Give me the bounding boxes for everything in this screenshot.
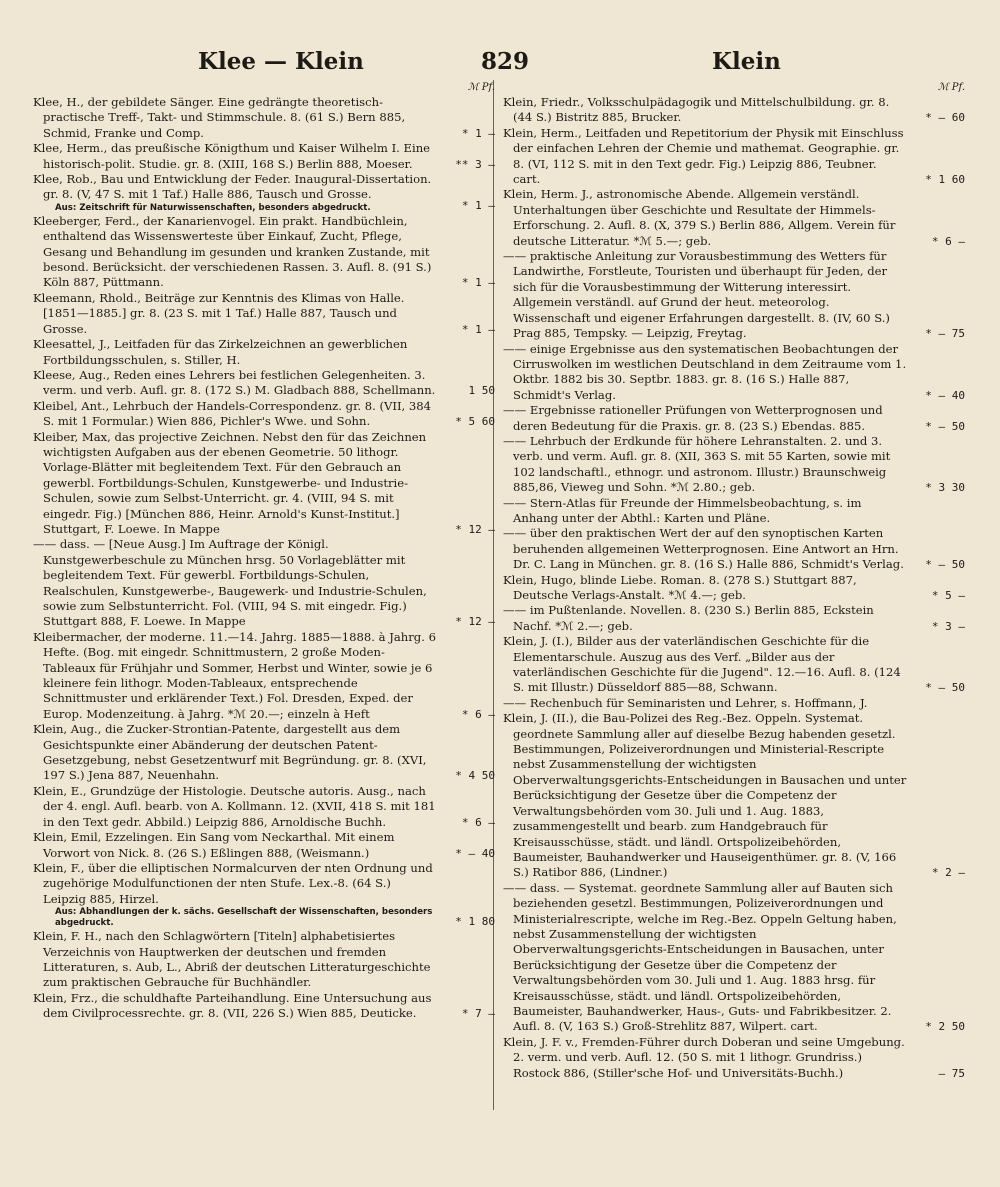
catalog-entry	[33, 430, 495, 538]
entry-price: * 4 50	[455, 769, 495, 783]
catalog-entry	[33, 214, 495, 291]
page-number: 829	[481, 48, 530, 75]
catalog-entry	[503, 434, 965, 496]
entry-price: — 75	[938, 1066, 965, 1080]
entry-price: * 2 50	[925, 1020, 965, 1034]
catalog-entry	[503, 711, 965, 880]
entry-price: * 6 —	[461, 815, 495, 829]
entry-price: * 12 —	[455, 522, 495, 536]
header-left-title: Klee — Klein	[198, 48, 364, 75]
catalog-entry	[33, 537, 495, 629]
entry-price: * 2 —	[931, 866, 965, 880]
entry-text: Klein, Herm., Leitfaden und Repetitorium der Physik mit Einschluss der einfachen Lehren der Chemie und mathemat. Geographie. gr. 8. (VI, 112 S. mit in den Text gedr. Fig.) Leipzig 886, Teubner. cart.	[503, 125, 904, 187]
entry-price: * — 60	[925, 111, 965, 125]
entry-text: Klein, Herm. J., astronomische Abende. Allgemein verständl. Unterhaltungen über Geschichte und Resultate der Himmels-Erforschung. 2. Aufl. 8. (X, 379 S.) Berlin 886, Allgem. Verein für deutsche Litteratur. *ℳ 5.—; geb.	[503, 187, 896, 248]
catalog-entry	[503, 696, 965, 711]
entry-text: —— im Pußtenlande. Novellen. 8. (230 S.) Berlin 885, Eckstein Nachf. *ℳ 2.—; geb.	[503, 603, 874, 633]
entry-text: Klein, F. H., nach den Schlagwörtern [Titeln] alphabetisiertes Verzeichnis von Hauptwerken der deutschen und fremden Litteraturen, s. Aub, L., Abriß der deutschen Litteraturgeschichte zum praktischen Gebrauche für Buchhändler.	[33, 929, 431, 990]
entry-price: * — 50	[925, 419, 965, 433]
catalog-entry	[33, 784, 495, 830]
entry-price: * 5 60	[455, 415, 495, 429]
left-column-head	[33, 80, 495, 95]
entry-text: Klein, F., über die elliptischen Normalcurven der nten Ordnung und zugehörige Modulfunctionen der nten Stufe. Lex.-8. (64 S.) Leipzig 885, Hirzel.	[33, 860, 433, 906]
currency-heading: ℳ Pf.	[467, 82, 495, 93]
entry-text: Klee, Herm., das preußische Königthum und Kaiser Wilhelm I. Eine historisch-polit. Studie. gr. 8. (XIII, 168 S.) Berlin 888, Moeser.	[33, 141, 431, 171]
entry-price: * — 50	[925, 681, 965, 695]
catalog-entry	[33, 337, 495, 368]
catalog-entry	[33, 95, 495, 141]
entry-price: * 1 60	[925, 173, 965, 187]
entry-text: Kleibermacher, der moderne. 11.—14. Jahrg. 1885—1888. à Jahrg. 6 Hefte. (Bog. mit eingedr. Schnittmustern, 2 große Moden-Tableaux für Frühjahr und Sommer, Herbst und Winter, sowie je 6 kleinere fein lithogr. Moden-Tableaux, entsprechende Schnittmuster und erklärender Text.) Fol. Dresden, Exped. der Europ. Modenzeitung. à Jahrg. *ℳ 20.—; einzeln à Heft	[33, 629, 436, 721]
entry-note: Aus: Abhandlungen der k. sächs. Gesellschaft der Wissenschaften, besonders abgedruckt.	[55, 907, 433, 929]
entry-price: * — 40	[455, 846, 495, 860]
page-header	[0, 48, 1000, 82]
entry-text: Klein, J. (II.), die Bau-Polizei des Reg.-Bez. Oppeln. Systemat. geordnete Sammlung aller auf dieselbe Bezug habenden gesetzl. Bestimmungen, Polizeiverordnungen und Ministerial-Rescripte nebst Zusammenstellung der wichtigsten Oberverwaltungsgerichts-Entscheidungen in Bausachen und unter Berücksichtigung der Gesetze über die Competenz der Verwaltungsbehörden vom 30. Juli und 1. Aug. 1883, zusammengestellt und bearb. zum Handgebrauch für Kreisausschüsse, städt. und ländl. Ortspolizeibehörden, Baumeister, Bauhandwerker und Hauseigenthümer. gr. 8. (V, 166 S.) Ratibor 886, (Lindner.)	[503, 711, 907, 880]
entry-text: Klein, Emil, Ezzelingen. Ein Sang vom Neckarthal. Mit einem Vorwort von Nick. 8. (26 S.) Eßlingen 888, (Weismann.)	[33, 830, 395, 860]
entry-price: * 6 —	[461, 707, 495, 721]
entry-text: —— dass. — Systemat. geordnete Sammlung aller auf Bauten sich beziehenden gesetzl. Bestimmungen, Polizeiverordnungen und Ministerialrescripte, welche im Reg.-Bez. Oppeln Geltung haben, nebst Zusammenstellung der wichtigsten Oberverwaltungsgerichts-Entscheidungen in Bausachen, unter Berücksichtigung der Gesetze über die Competenz der Verwaltungsbehörden vom 30. Juli und 1. Aug. 1883 hrsg. für Kreisausschüsse, städt. und ländl. Ortspolizeibehörden, Baumeister, Bauhandwerker, Haus-, Guts- und Fabrikbesitzer. 2. Aufl. 8. (V, 163 S.) Groß-Strehlitz 887, Wilpert. cart.	[503, 880, 897, 1034]
catalog-entry	[503, 496, 965, 527]
catalog-entry	[33, 630, 495, 722]
entry-price: * 1 —	[461, 322, 495, 336]
right-column	[503, 80, 965, 1081]
catalog-entry	[33, 291, 495, 337]
catalog-entry	[503, 95, 965, 126]
header-right-title: Klein	[712, 48, 781, 75]
catalog-entry	[33, 368, 495, 399]
entry-text: Klein, Friedr., Volksschulpädagogik und Mittelschulbildung. gr. 8. (44 S.) Bistritz 885, Brucker.	[503, 95, 890, 125]
entry-price: * 1 —	[461, 199, 495, 213]
entry-text: Kleemann, Rhold., Beiträge zur Kenntnis des Klimas von Halle. [1851—1885.] gr. 8. (23 S. mit 1 Taf.) Halle 887, Tausch und Grosse.	[33, 290, 405, 336]
entry-text: —— Ergebnisse rationeller Prüfungen von Wetterprognosen und deren Bedeutung für die Praxis. gr. 8. (23 S.) Ebendas. 885.	[503, 403, 883, 433]
entry-price: * — 75	[925, 327, 965, 341]
entry-text: —— einige Ergebnisse aus den systematischen Beobachtungen der Cirruswolken im westlichen Deutschland in dem Zeitraume vom 1. Oktbr. 1882 bis 30. Septbr. 1883. gr. 8. (16 S.) Halle 887, Schmidt's Verlag.	[503, 341, 907, 402]
entry-price: * — 40	[925, 388, 965, 402]
entry-text: Klein, J. (I.), Bilder aus der vaterländischen Geschichte für die Elementarschule. Auszug aus des Verf. „Bilder aus der vaterländischen Geschichte für die Jugend". 12.—16. Aufl. 8. (124 S. mit Illustr.) Düsseldorf 885—88, Schwann.	[503, 634, 901, 695]
catalog-entry	[33, 141, 495, 172]
entry-text: Kleesattel, J., Leitfaden für das Zirkelzeichnen an gewerblichen Fortbildungsschulen, s. Stiller, H.	[33, 337, 408, 367]
entry-text: Klein, Hugo, blinde Liebe. Roman. 8. (278 S.) Stuttgart 887, Deutsche Verlags-Anstalt. *ℳ 4.—; geb.	[503, 572, 857, 602]
entry-price: 1 50	[468, 384, 495, 398]
catalog-entry	[503, 187, 965, 249]
entry-text: Klein, Frz., die schuldhafte Parteihandlung. Eine Untersuchung aus dem Civilprocessrechte. gr. 8. (VII, 226 S.) Wien 885, Deuticke.	[33, 990, 432, 1021]
entry-text: —— über den praktischen Wert der auf den synoptischen Karten beruhenden allgemeinen Wetterprognosen. Eine Antwort an Hrn. Dr. C. Lang in München. gr. 8. (16 S.) Halle 886, Schmidt's Verlag.	[503, 526, 904, 572]
catalog-entry	[33, 861, 495, 929]
entry-text: Klein, J. F. v., Fremden-Führer durch Doberan und seine Umgebung. 2. verm. und verb. Aufl. 12. (50 S. mit 1 lithogr. Grundriss.) Rostock 886, (Stiller'sche Hof- und Universitäts-Buchh.)	[503, 1034, 905, 1080]
entry-price: * — 50	[925, 558, 965, 572]
catalog-entry	[33, 172, 495, 214]
entry-text: —— Rechenbuch für Seminaristen und Lehrer, s. Hoffmann, J.	[503, 695, 868, 710]
entry-price: * 3 30	[925, 481, 965, 495]
entry-price: ** 3 —	[455, 157, 495, 171]
catalog-entry	[503, 603, 965, 634]
catalog-entry	[503, 526, 965, 572]
catalog-entry	[33, 399, 495, 430]
catalog-entry	[33, 929, 495, 991]
entry-text: Kleiber, Max, das projective Zeichnen. Nebst den für das Zeichnen wichtigsten Aufgaben aus der ebenen Geometrie. 50 lithogr. Vorlage-Blätter mit begleitendem Text. Für den Gebrauch an gewerbl. Fortbildungs-Schulen, Kunstgewerbe- und Industrie-Schulen, sowie zum Selbst-Unterricht. gr. 4. (VIII, 94 S. mit eingedr. Fig.) [München 886, Heinr. Arnold's Kunst-Institut.] Stuttgart, F. Loewe. In Mappe	[33, 429, 427, 536]
entry-text: Klein, Aug., die Zucker-Strontian-Patente, dargestellt aus dem Gesichtspunkte einer Abänderung der deutschen Patent-Gesetzgebung, nebst Gesetzentwurf mit Begründung. gr. 8. (XVI, 197 S.) Jena 887, Neuenhahn.	[33, 722, 427, 783]
left-column	[33, 80, 495, 1022]
entry-text: —— Lehrbuch der Erdkunde für höhere Lehranstalten. 2. und 3. verb. und verm. Aufl. gr. 8. (XII, 363 S. mit 55 Karten, sowie mit 102 landschaftl., ethnogr. und astronom. Illustr.) Braunschweig 885,86, Vieweg und Sohn. *ℳ 2.80.; geb.	[503, 433, 891, 495]
entry-price: * 1 80	[455, 914, 495, 928]
entry-price: * 12 —	[455, 615, 495, 629]
catalog-entry	[503, 249, 965, 341]
catalog-entry	[503, 1035, 965, 1081]
catalog-entry	[503, 634, 965, 696]
entry-price: * 5 —	[931, 589, 965, 602]
catalog-entry	[503, 573, 965, 604]
entry-text: Kleese, Aug., Reden eines Lehrers bei festlichen Gelegenheiten. 3. verm. und verb. Aufl. gr. 8. (172 S.) M. Gladbach 888, Schellmann.	[33, 367, 436, 398]
entry-price: * 7 —	[461, 1007, 495, 1021]
catalog-entry	[503, 342, 965, 404]
catalog-entry	[33, 722, 495, 784]
catalog-entry	[33, 830, 495, 861]
entry-text: Klee, Rob., Bau und Entwicklung der Feder. Inaugural-Dissertation. gr. 8. (V, 47 S. mit 1 Taf.) Halle 886, Tausch und Grosse.	[33, 172, 432, 202]
entry-text: —— dass. — [Neue Ausg.] Im Auftrage der Königl. Kunstgewerbeschule zu München hrsg. 50 Vorlageblätter mit begleitendem Text. Für gewerbl. Fortbildungs-Schulen, Realschulen, Kunstgewerbe-, Baugewerk- und Industrie-Schulen, sowie zum Selbstunterricht. Fol. (VIII, 94 S. mit eingedr. Fig.) Stuttgart 888, F. Loewe. In Mappe	[33, 537, 427, 629]
entry-text: Klein, E., Grundzüge der Histologie. Deutsche autoris. Ausg., nach der 4. engl. Aufl. bearb. von A. Kollmann. 12. (XVII, 418 S. mit 181 in den Text gedr. Abbild.) Leipzig 886, Arnoldische Buchh.	[33, 783, 436, 829]
entry-price: * 3 —	[931, 619, 965, 633]
catalog-entry	[503, 126, 965, 188]
entry-text: —— Stern-Atlas für Freunde der Himmelsbeobachtung, s. im Anhang unter der Abthl.: Karten und Pläne.	[503, 495, 862, 525]
catalog-entry	[33, 991, 495, 1022]
entry-price: * 1 —	[461, 126, 495, 140]
entry-price: * 6 —	[931, 234, 965, 248]
entry-text: Kleeberger, Ferd., der Kanarienvogel. Ein prakt. Handbüchlein, enthaltend das Wissenswerteste über Einkauf, Zucht, Pflege, Gesang und Behandlung im gesunden und kranken Zustande, mit besond. Berücksicht. der verschiedenen Rassen. 3. Aufl. 8. (91 S.) Köln 887, Püttmann.	[33, 213, 432, 290]
currency-heading: ℳ Pf.	[937, 82, 965, 93]
entry-text: —— praktische Anleitung zur Vorausbestimmung des Wetters für Landwirthe, Forstleute, Touristen und überhaupt für Jeden, der sich für die Vorausbestimmung der Witterung interessirt. Allgemein verständl. auf Grund der heut. meteorolog. Wissenschaft und eigener Erfahrungen dargestellt. 8. (IV, 60 S.) Prag 885, Tempsky. — Leipzig, Freytag.	[503, 249, 890, 341]
catalog-entry	[503, 403, 965, 434]
entry-price: * 1 —	[461, 276, 495, 290]
catalog-entry	[503, 881, 965, 1035]
entry-text: Klee, H., der gebildete Sänger. Eine gedrängte theoretisch-practische Treff-, Takt- und Stimmschule. 8. (61 S.) Bern 885, Schmid, Franke und Comp.	[33, 95, 406, 140]
entry-note: Aus: Zeitschrift für Naturwissenschaften, besonders abgedruckt.	[55, 202, 371, 213]
entry-text: Kleibel, Ant., Lehrbuch der Handels-Correspondenz. gr. 8. (VII, 384 S. mit 1 Formular.) Wien 886, Pichler's Wwe. und Sohn.	[33, 398, 432, 429]
right-column-head	[503, 80, 965, 95]
